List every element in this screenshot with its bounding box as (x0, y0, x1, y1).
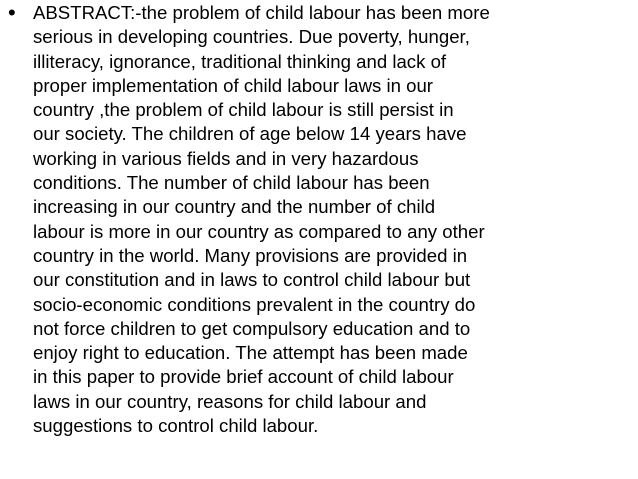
paragraph-line: not force children to get compulsory education and to (33, 317, 471, 339)
paragraph-line: in this paper to provide brief account of child labour (33, 366, 454, 388)
paragraph-line: our constitution and in laws to control child labour but (33, 269, 471, 291)
paragraph-line: our society. The children of age below 14 years have (33, 123, 467, 145)
paragraph-line: proper implementation of child labour laws in our (33, 74, 433, 96)
paragraph-line: country ,the problem of child labour is still persist in (33, 99, 454, 121)
abstract-paragraph (33, 1, 633, 438)
paragraph-line: conditions. The number of child labour has been (33, 172, 430, 194)
paragraph-line: labour is more in our country as compared to any other (33, 220, 485, 242)
paragraph-line: country in the world. Many provisions are provided in (33, 244, 468, 266)
paragraph-line: socio-economic conditions prevalent in the country do (33, 293, 476, 315)
paragraph-line: laws in our country, reasons for child labour and (33, 390, 427, 412)
paragraph-line: suggestions to control child labour. (33, 415, 319, 437)
paragraph-line: illiteracy, ignorance, traditional thinking and lack of (33, 50, 447, 72)
paragraph-line: serious in developing countries. Due poverty, hunger, (33, 26, 470, 48)
paragraph-line: enjoy right to education. The attempt has been made (33, 342, 468, 364)
bullet-point: • (8, 0, 16, 25)
paragraph-line: increasing in our country and the number of child (33, 196, 436, 218)
paragraph-line: ABSTRACT:-the problem of child labour has been more (33, 2, 490, 23)
paragraph-line: working in various fields and in very hazardous (33, 147, 419, 169)
